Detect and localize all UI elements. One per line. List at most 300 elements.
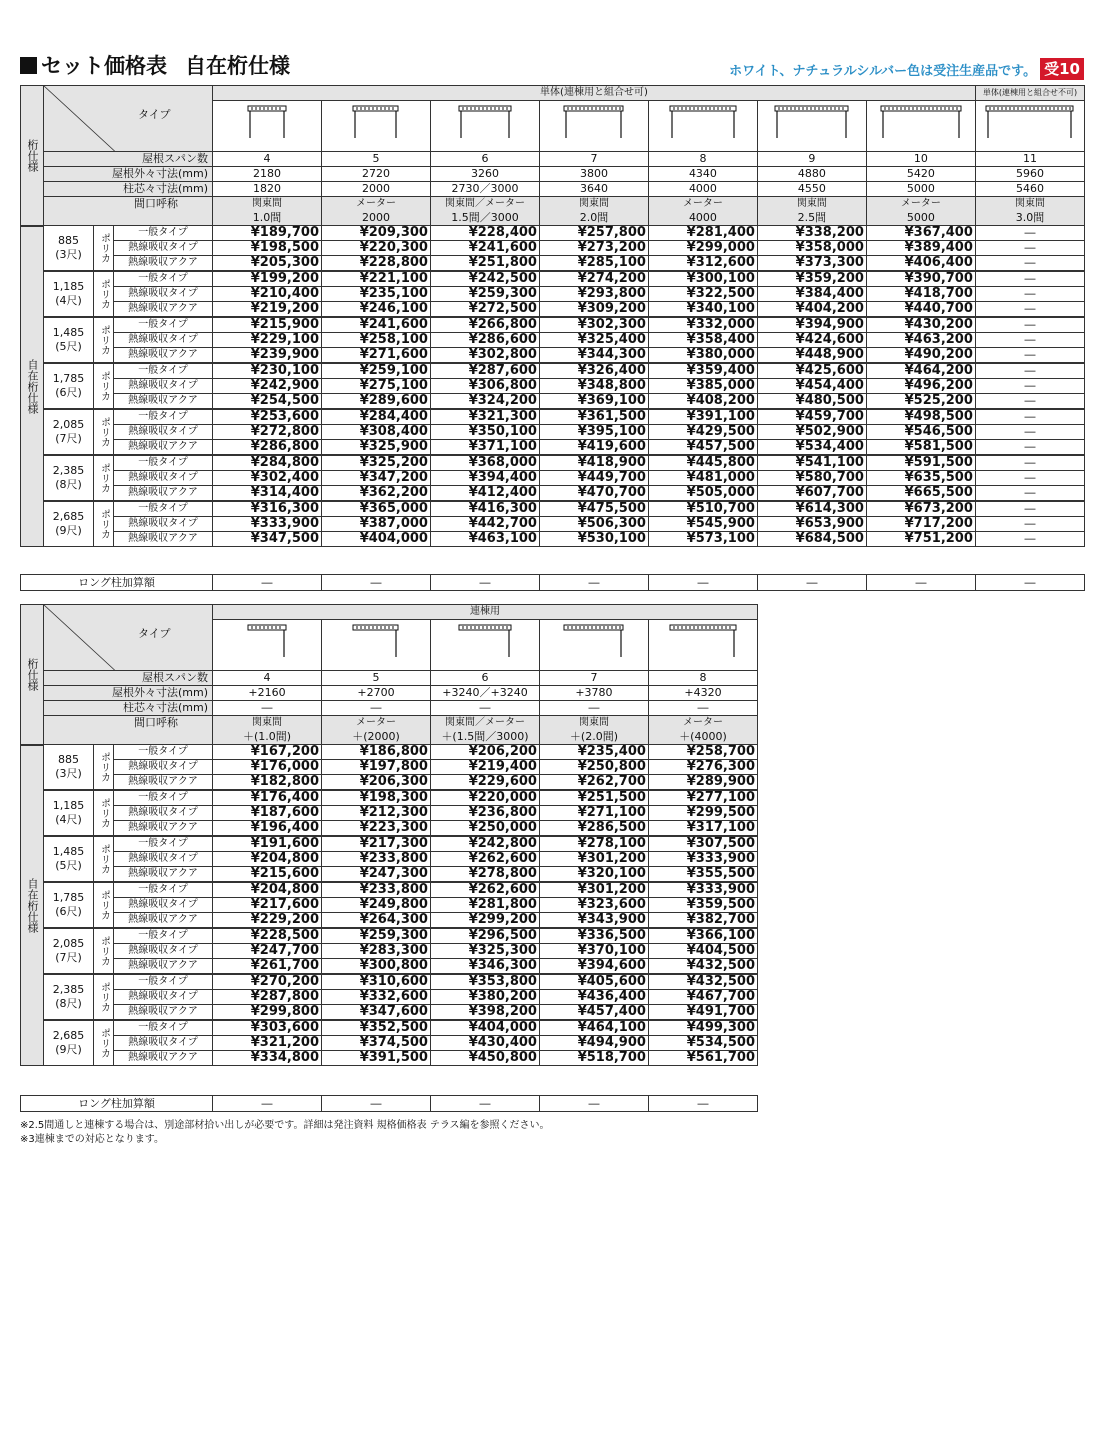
type-diagram-cell [757,101,866,152]
frontage-label: 間口呼称 [134,197,179,210]
price-cell: ¥353,800 [430,974,539,990]
price-cell: ¥317,100 [648,821,757,837]
price-cell: ¥382,700 [648,913,757,929]
depth-shaku: (3尺) [55,248,82,261]
order-badge: 受10 [1040,58,1084,80]
frontage-size-cell: 2000 [322,211,431,226]
material-label: ポリカ [98,463,110,493]
long-post-cell: ― [649,575,758,591]
price-cell: ¥425,600 [757,363,866,379]
price-cell: ¥534,400 [757,440,866,456]
price-cell: ¥333,900 [648,882,757,898]
group-header-b: 単体(連棟用と組合せ不可) [975,86,1084,101]
frontage-size-cell: 1.5間／3000 [430,211,539,226]
depth-cell [44,928,94,974]
price-cell: ¥510,700 [648,501,757,517]
price-cell: ¥236,800 [430,806,539,821]
outer-size-cell: +3240／+3240 [430,686,539,701]
price-cell: ¥289,600 [322,394,431,410]
price-cell: ¥340,100 [648,302,757,318]
price-cell: ― [975,226,1084,241]
price-cell: ¥271,600 [322,348,431,364]
price-cell: ¥324,200 [430,394,539,410]
material-label: ポリカ [98,936,110,966]
type-label: タイプ [138,627,171,640]
outer-size-cell: 3260 [430,167,539,182]
price-cell: ¥206,300 [322,775,431,791]
post-size-cell: ― [322,701,431,716]
roof-type-cell: 熱線吸収アクア [114,867,213,883]
frontage-name-cell: メーター [322,197,431,212]
price-cell: ¥359,500 [648,898,757,913]
span-count-label: 屋根スパン数 [44,152,213,167]
price-cell: ¥310,600 [322,974,431,990]
price-cell: ¥212,300 [322,806,431,821]
price-cell: ¥496,200 [866,379,975,394]
price-cell: ― [975,409,1084,425]
depth-cell [44,836,94,882]
long-post-cell: ― [540,575,649,591]
depth-cell [44,974,94,1020]
depth-value: 1,185 [52,280,85,293]
price-cell: ¥302,300 [539,317,648,333]
frontage-name-cell: メーター [322,716,431,731]
price-cell: ¥230,100 [213,363,322,379]
price-cell: ¥373,300 [757,256,866,272]
long-post-cell: ― [431,575,540,591]
outer-size-cell: +3780 [539,686,648,701]
price-cell: ― [975,486,1084,502]
span-count-cell: 4 [213,152,322,167]
frontage-label-cell [44,716,213,745]
notice-text: ホワイト、ナチュラルシルバー色は受注生産品です。 [729,63,1037,79]
price-cell: ¥362,200 [322,486,431,502]
depth-shaku: (8尺) [55,997,82,1010]
price-cell: ¥274,200 [539,271,648,287]
price-cell: ¥191,600 [213,836,322,852]
long-post-cell: ― [540,1096,649,1112]
roof-type-cell: 熱線吸収アクア [114,486,213,502]
price-cell: ¥272,500 [430,302,539,318]
span-count-label: 屋根スパン数 [44,671,213,686]
span-count-cell: 10 [866,152,975,167]
price-cell: ¥276,300 [648,760,757,775]
price-cell: ― [975,517,1084,532]
frontage-name-cell: 関東間 [539,716,648,731]
frontage-label: 間口呼称 [134,716,179,729]
price-cell: ¥296,500 [430,928,539,944]
roof-type-cell: 熱線吸収アクア [114,348,213,364]
material-cell [94,226,114,272]
roof-type-cell: 熱線吸収タイプ [114,471,213,486]
material-label: ポリカ [98,509,110,539]
price-cell: ¥384,400 [757,287,866,302]
long-post-cell: ― [867,575,976,591]
price-cell: ¥525,200 [866,394,975,410]
price-cell: ¥257,800 [539,226,648,241]
span-count-cell: 4 [213,671,322,686]
price-cell: ¥259,300 [322,928,431,944]
roof-type-cell: 一般タイプ [114,836,213,852]
price-cell: ¥581,500 [866,440,975,456]
price-cell: ¥284,400 [322,409,431,425]
price-cell: ¥217,300 [322,836,431,852]
price-cell: ¥251,500 [539,790,648,806]
roof-type-cell: 熱線吸収タイプ [114,425,213,440]
roof-type-cell: 熱線吸収アクア [114,440,213,456]
roof-type-cell: 一般タイプ [114,501,213,517]
price-cell: ¥404,500 [648,944,757,959]
price-cell: ¥217,600 [213,898,322,913]
price-cell: ¥467,700 [648,990,757,1005]
price-cell: ¥262,600 [430,882,539,898]
price-cell: ¥316,300 [213,501,322,517]
type-label: タイプ [138,108,171,121]
price-cell: ¥293,800 [539,287,648,302]
long-post-label: ロング柱加算額 [21,1096,213,1112]
roof-diagram-icon [352,105,399,139]
price-cell: ¥258,100 [322,333,431,348]
price-cell: ― [975,241,1084,256]
price-cell: ¥233,800 [322,882,431,898]
price-cell: ¥424,600 [757,333,866,348]
long-post-cell: ― [213,1096,322,1112]
price-cell: ¥432,500 [648,959,757,975]
roof-type-cell: 熱線吸収タイプ [114,287,213,302]
price-cell: ¥246,100 [322,302,431,318]
price-cell: ¥287,800 [213,990,322,1005]
depth-cell [44,271,94,317]
outer-size-cell: 4340 [648,167,757,182]
price-cell: ¥278,100 [539,836,648,852]
outer-size-cell: +2700 [322,686,431,701]
roof-type-cell: 熱線吸収タイプ [114,517,213,532]
price-cell: ¥235,100 [322,287,431,302]
depth-value: 2,685 [52,1029,85,1042]
depth-value: 885 [58,753,79,766]
price-cell: ¥450,800 [430,1051,539,1066]
price-cell: ¥306,800 [430,379,539,394]
price-cell: ¥717,200 [866,517,975,532]
price-cell: ¥228,400 [430,226,539,241]
depth-cell [44,501,94,547]
span-count-cell: 8 [648,671,757,686]
price-cell: ¥187,600 [213,806,322,821]
price-cell: ¥350,100 [430,425,539,440]
price-cell: ― [975,317,1084,333]
material-cell [94,745,114,791]
price-cell: ¥418,700 [866,287,975,302]
price-cell: ¥277,100 [648,790,757,806]
roof-type-cell: 熱線吸収タイプ [114,333,213,348]
depth-value: 1,185 [52,799,85,812]
frontage-size-cell: 1.0間 [213,211,322,226]
roof-type-cell: 熱線吸収タイプ [114,241,213,256]
material-label: ポリカ [98,890,110,920]
material-cell [94,1020,114,1066]
price-cell: ¥394,900 [757,317,866,333]
diagonal-line [44,605,212,670]
price-cell: ¥432,500 [648,974,757,990]
roof-type-cell: 一般タイプ [114,226,213,241]
price-cell: ¥286,800 [213,440,322,456]
post-size-cell: 3640 [539,182,648,197]
price-cell: ¥299,500 [648,806,757,821]
price-cell: ¥307,500 [648,836,757,852]
depth-value: 2,085 [52,418,85,431]
price-cell: ¥314,400 [213,486,322,502]
price-cell: ¥395,100 [539,425,648,440]
frontage-name-cell: 関東間 [213,197,322,212]
roof-type-cell: 熱線吸収タイプ [114,944,213,959]
depth-shaku: (5尺) [55,340,82,353]
price-cell: ¥301,200 [539,852,648,867]
span-count-cell: 7 [539,671,648,686]
title-square-icon [20,57,37,74]
roof-type-cell: 一般タイプ [114,974,213,990]
price-cell: ¥219,200 [213,302,322,318]
roof-type-cell: 熱線吸収タイプ [114,379,213,394]
outer-size-cell: 3800 [539,167,648,182]
frontage-name-cell: 関東間 [213,716,322,731]
material-label: ポリカ [98,798,110,828]
price-cell: ¥299,000 [648,241,757,256]
frontage-name-cell: 関東間 [539,197,648,212]
price-cell: ¥198,300 [322,790,431,806]
page-title [20,50,290,80]
price-cell: ¥220,000 [430,790,539,806]
depth-shaku: (8尺) [55,478,82,491]
price-cell: ¥258,700 [648,745,757,760]
price-cell: ¥312,600 [648,256,757,272]
price-cell: ¥205,300 [213,256,322,272]
price-cell: ¥573,100 [648,532,757,547]
price-cell: ¥480,500 [757,394,866,410]
price-cell: ¥370,100 [539,944,648,959]
outer-size-label: 屋根外々寸法(mm) [44,167,213,182]
price-cell: ¥412,400 [430,486,539,502]
type-diagram-cell [648,101,757,152]
price-cell: ¥502,900 [757,425,866,440]
roof-type-cell: 一般タイプ [114,317,213,333]
roof-diagram-icon [563,105,624,139]
type-diagram-cell [975,101,1084,152]
long-post-cell: ― [649,1096,758,1112]
roof-diagram-icon [247,105,287,139]
price-cell: ¥430,200 [866,317,975,333]
depth-cell [44,1020,94,1066]
price-cell: ¥751,200 [866,532,975,547]
price-cell: ¥278,800 [430,867,539,883]
price-cell: ¥653,900 [757,517,866,532]
price-cell: ¥199,200 [213,271,322,287]
price-cell: ¥229,600 [430,775,539,791]
long-post-cell: ― [322,1096,431,1112]
price-cell: ¥635,500 [866,471,975,486]
price-cell: ¥261,700 [213,959,322,975]
price-cell: ¥308,400 [322,425,431,440]
price-cell: ¥247,700 [213,944,322,959]
price-cell: ¥459,700 [757,409,866,425]
price-cell: ¥325,200 [322,455,431,471]
price-cell: ¥505,000 [648,486,757,502]
type-diagram-cell [430,101,539,152]
depth-cell [44,226,94,272]
post-size-cell: 4550 [757,182,866,197]
price-cell: ¥286,500 [539,821,648,837]
outer-size-cell: 2180 [213,167,322,182]
price-cell: ¥546,500 [866,425,975,440]
price-cell: ¥321,300 [430,409,539,425]
price-cell: ¥371,100 [430,440,539,456]
frontage-name-cell: メーター [648,716,757,731]
price-cell: ¥250,800 [539,760,648,775]
price-cell: ¥359,200 [757,271,866,287]
price-cell: ¥215,600 [213,867,322,883]
price-cell: ¥271,100 [539,806,648,821]
frontage-name-cell: 関東間／メーター [430,197,539,212]
price-cell: ¥607,700 [757,486,866,502]
price-cell: ¥541,100 [757,455,866,471]
price-cell: ¥286,600 [430,333,539,348]
price-cell: ¥367,400 [866,226,975,241]
price-cell: ― [975,302,1084,318]
footnotes [20,1119,550,1147]
price-cell: ¥302,800 [430,348,539,364]
price-cell: ¥665,500 [866,486,975,502]
price-cell: ¥198,500 [213,241,322,256]
price-cell: ¥404,200 [757,302,866,318]
price-cell: ¥398,200 [430,1005,539,1021]
frontage-name-cell: 関東間 [975,197,1084,212]
price-cell: ¥273,200 [539,241,648,256]
price-cell: ¥449,700 [539,471,648,486]
price-cell: ¥239,900 [213,348,322,364]
frontage-size-cell: 5000 [866,211,975,226]
material-label: ポリカ [98,1028,110,1058]
outer-size-cell: 5420 [866,167,975,182]
roof-type-cell: 熱線吸収タイプ [114,852,213,867]
material-cell [94,363,114,409]
roof-type-cell: 熱線吸収タイプ [114,898,213,913]
price-cell: ¥390,700 [866,271,975,287]
price-cell: ¥457,400 [539,1005,648,1021]
material-cell [94,974,114,1020]
price-cell: ¥336,500 [539,928,648,944]
price-cell: ¥182,800 [213,775,322,791]
price-cell: ¥251,800 [430,256,539,272]
price-cell: ¥394,400 [430,471,539,486]
depth-value: 1,485 [52,845,85,858]
price-cell: ¥215,900 [213,317,322,333]
price-cell: ¥242,500 [430,271,539,287]
frontage-name-cell: メーター [866,197,975,212]
price-cell: ¥355,500 [648,867,757,883]
price-cell: ― [975,363,1084,379]
price-cell: ¥210,400 [213,287,322,302]
price-cell: ¥385,000 [648,379,757,394]
roof-type-cell: 熱線吸収アクア [114,302,213,318]
price-cell: ¥266,800 [430,317,539,333]
price-cell: ¥419,600 [539,440,648,456]
roof-diagram-icon [458,105,512,139]
price-cell: ¥506,300 [539,517,648,532]
span-count-cell: 8 [648,152,757,167]
price-cell: ¥325,400 [539,333,648,348]
roof-diagram-icon [880,105,962,139]
roof-type-cell: 熱線吸収アクア [114,821,213,837]
frontage-size-cell: ＋(4000) [648,730,757,745]
frontage-size-cell: ＋(2000) [322,730,431,745]
price-cell: ¥325,300 [430,944,539,959]
price-cell: ¥209,300 [322,226,431,241]
roof-diagram-icon [669,105,737,139]
price-table-linked [20,604,758,1066]
outer-size-cell: 4880 [757,167,866,182]
price-cell: ― [975,394,1084,410]
roof-type-cell: 熱線吸収アクア [114,1051,213,1066]
price-cell: ¥229,200 [213,913,322,929]
price-cell: ¥206,200 [430,745,539,760]
footnote: ※3連棟までの対応となります。 [20,1134,164,1145]
price-cell: ¥534,500 [648,1036,757,1051]
depth-shaku: (4尺) [55,294,82,307]
roof-type-cell: 熱線吸収タイプ [114,806,213,821]
price-cell: ¥348,800 [539,379,648,394]
depth-cell [44,745,94,791]
price-cell: ¥323,600 [539,898,648,913]
price-cell: ― [975,348,1084,364]
price-cell: ¥300,100 [648,271,757,287]
roof-type-cell: 一般タイプ [114,271,213,287]
price-cell: ¥416,300 [430,501,539,517]
outer-size-cell: 5960 [975,167,1084,182]
frontage-size-cell: 2.0間 [539,211,648,226]
roof-type-cell: 熱線吸収アクア [114,394,213,410]
price-cell: ¥442,700 [430,517,539,532]
price-cell: ¥347,600 [322,1005,431,1021]
price-cell: ¥684,500 [757,532,866,547]
price-cell: ― [975,333,1084,348]
price-cell: ¥464,200 [866,363,975,379]
frontage-label-cell [44,197,213,226]
outer-size-cell: +2160 [213,686,322,701]
roof-type-cell: 熱線吸収アクア [114,959,213,975]
roof-type-cell: 熱線吸収タイプ [114,760,213,775]
price-cell: ¥333,900 [213,517,322,532]
roof-type-cell: 熱線吸収タイプ [114,990,213,1005]
price-cell: ¥249,800 [322,898,431,913]
price-cell: ¥404,000 [430,1020,539,1036]
price-cell: ¥204,800 [213,852,322,867]
price-cell: ¥366,100 [648,928,757,944]
price-cell: ¥197,800 [322,760,431,775]
spec-label: 桁仕様 [26,657,39,691]
span-count-cell: 6 [430,671,539,686]
roof-linked-diagram-icon [458,624,512,658]
diagonal-line [44,86,212,151]
price-cell: ¥404,000 [322,532,431,547]
price-cell: ¥358,000 [757,241,866,256]
price-cell: ― [975,379,1084,394]
price-cell: ― [975,471,1084,486]
group-header-linked: 連棟用 [213,605,758,620]
roof-type-cell: 一般タイプ [114,928,213,944]
price-cell: ¥241,600 [430,241,539,256]
price-cell: ¥374,500 [322,1036,431,1051]
span-count-cell: 5 [322,671,431,686]
jizai-label-cell [21,226,44,547]
